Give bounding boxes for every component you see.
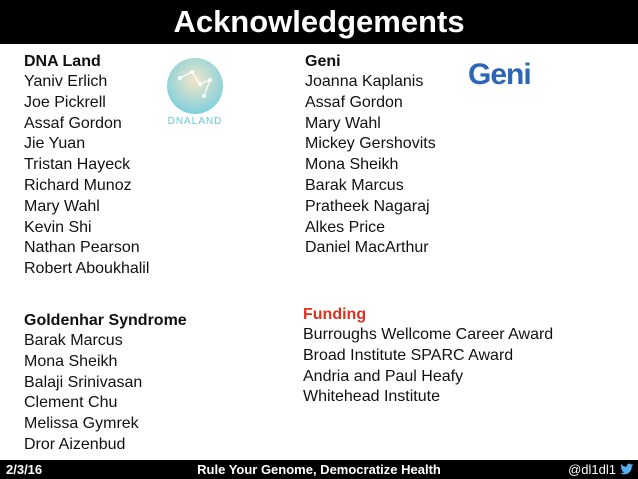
name-item: Yaniv Erlich [24,73,108,90]
name-item: Robert Aboukhalil [24,260,150,278]
name-item: Clement Chu [24,394,118,412]
footer-tagline: Rule Your Genome, Democratize Health [197,462,441,477]
slide-footer [0,460,638,479]
name-item: Mickey Gershovits [305,135,436,153]
name-item: Assaf Gordon [24,114,122,132]
section-heading: Geni [305,53,341,70]
name-item: Joe Pickrell [24,93,106,111]
dna-land-section [24,52,149,280]
funding-item: Burroughs Wellcome Career Award [303,326,554,343]
twitter-handle: @dl1dl1 [568,462,616,477]
name-item: Kevin Shi [24,218,92,236]
name-item: Dror Aizenbud [24,435,126,453]
name-item: Barak Marcus [24,332,123,349]
name-item: Pratheek Nagaraj [305,197,430,215]
name-item: Jie Yuan [24,135,86,153]
name-item: Alkes Price [305,218,386,236]
section-heading: Goldenhar Syndrome [24,312,187,329]
name-item: Melissa Gymrek [24,415,139,433]
footer-date: 2/3/16 [6,462,43,477]
funding-item: Broad Institute SPARC Award [303,346,514,364]
name-item: Mona Sheikh [24,352,118,370]
dna-land-logo-icon [162,56,228,128]
dna-land-logo-text: DNALAND [167,116,223,127]
name-item: Tristan Hayeck [24,156,131,174]
name-item: Nathan Pearson [24,239,140,257]
name-item: Joanna Kaplanis [305,73,424,90]
name-item: Daniel MacArthur [305,239,429,257]
funding-section [303,305,553,408]
geni-logo-icon: Geni [468,58,531,91]
name-item: Balaji Srinivasan [24,373,143,391]
geni-section [305,52,436,259]
name-item: Barak Marcus [305,176,404,194]
name-item: Richard Munoz [24,176,132,194]
name-item: Mary Wahl [24,197,100,215]
twitter-bird-icon [620,463,634,476]
section-heading: Funding [303,306,367,323]
goldenhar-section [24,311,187,456]
name-item: Mary Wahl [305,114,381,132]
name-item: Assaf Gordon [305,93,403,111]
funding-item: Andria and Paul Heafy [303,367,464,385]
slide-title: Acknowledgements [0,0,638,44]
section-heading: DNA Land [24,53,101,70]
name-item: Mona Sheikh [305,156,399,174]
funding-item: Whitehead Institute [303,388,440,406]
